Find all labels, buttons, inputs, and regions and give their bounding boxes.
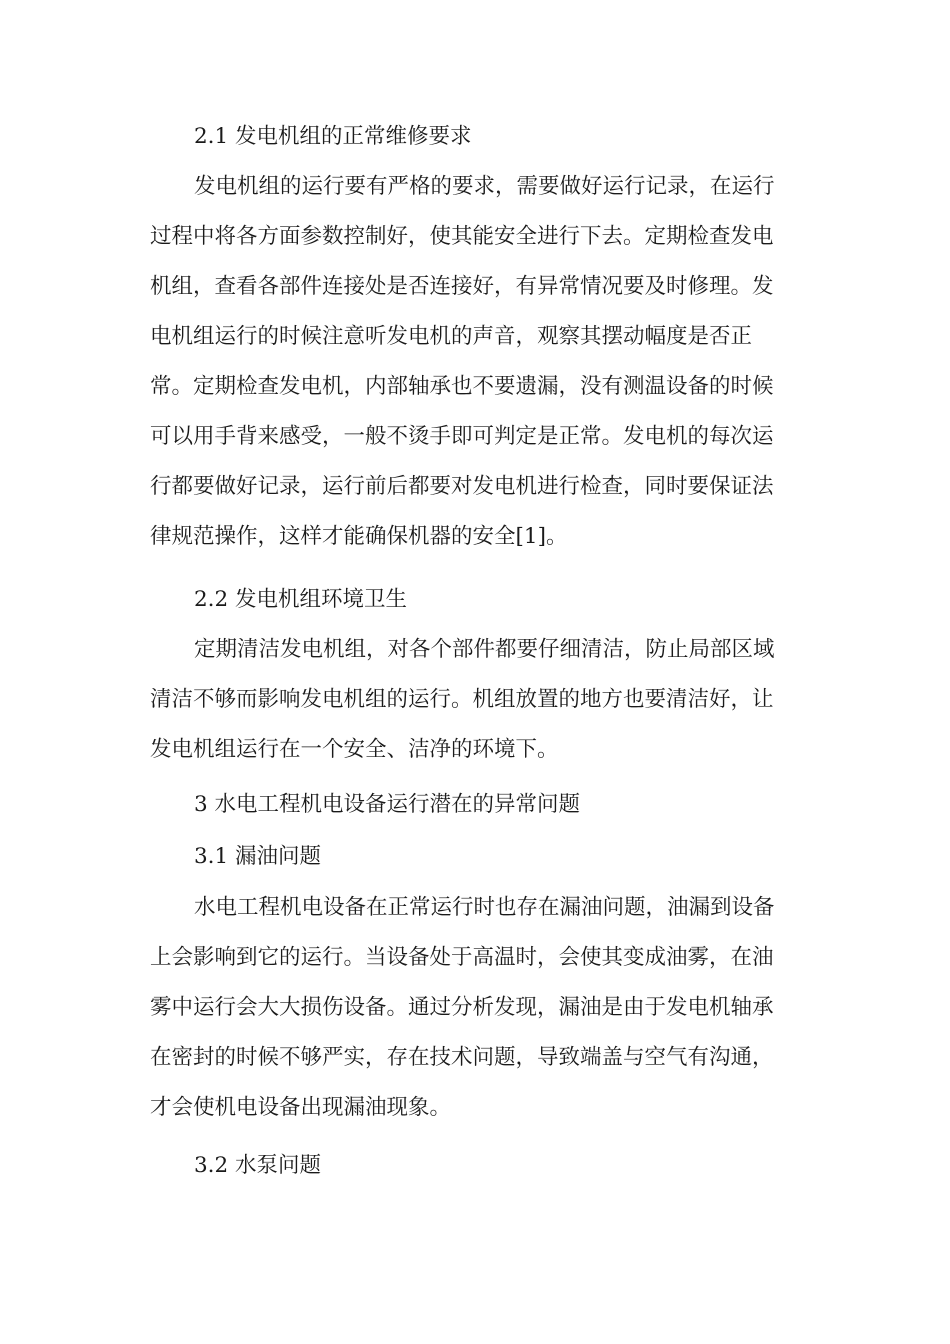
paragraph-line: 定期清洁发电机组，对各个部件都要仔细清洁，防止局部区域 (194, 637, 775, 662)
section-heading-2-2: 2.2 发电机组环境卫生 (194, 587, 408, 612)
paragraph-line: 在密封的时候不够严实，存在技术问题，导致端盖与空气有沟通， (150, 1045, 774, 1070)
paragraph-line: 发电机组运行在一个安全、洁净的环境下。 (150, 737, 559, 762)
paragraph-line: 行都要做好记录，运行前后都要对发电机进行检查，同时要保证法 (150, 474, 774, 499)
paragraph-line: 发电机组的运行要有严格的要求，需要做好运行记录，在运行 (194, 174, 775, 199)
paragraph-line: 雾中运行会大大损伤设备。通过分析发现，漏油是由于发电机轴承 (150, 995, 774, 1020)
section-heading-3-2: 3.2 水泵问题 (194, 1153, 322, 1178)
paragraph-line: 过程中将各方面参数控制好，使其能安全进行下去。定期检查发电 (150, 224, 774, 249)
paragraph-line: 才会使机电设备出现漏油现象。 (150, 1095, 452, 1120)
paragraph-3-1 (150, 883, 802, 1133)
paragraph-line: 常。定期检查发电机，内部轴承也不要遗漏，没有测温设备的时候 (150, 374, 774, 399)
section-heading-3: 3 水电工程机电设备运行潜在的异常问题 (194, 792, 581, 817)
paragraph-line: 可以用手背来感受，一般不烫手即可判定是正常。发电机的每次运 (150, 424, 774, 449)
paragraph-2-2 (150, 625, 802, 775)
paragraph-line: 水电工程机电设备在正常运行时也存在漏油问题，油漏到设备 (194, 895, 775, 920)
paragraph-line: 电机组运行的时候注意听发电机的声音，观察其摆动幅度是否正 (150, 324, 753, 349)
paragraph-line: 上会影响到它的运行。当设备处于高温时，会使其变成油雾，在油 (150, 945, 774, 970)
paragraph-2-1 (150, 162, 802, 562)
paragraph-line: 清洁不够而影响发电机组的运行。机组放置的地方也要清洁好，让 (150, 687, 774, 712)
section-heading-3-1: 3.1 漏油问题 (194, 844, 322, 869)
section-heading-2-1: 2.1 发电机组的正常维修要求 (194, 124, 472, 149)
paragraph-line: 机组，查看各部件连接处是否连接好，有异常情况要及时修理。发 (150, 274, 774, 299)
paragraph-line: 律规范操作，这样才能确保机器的安全[1]。 (150, 524, 568, 549)
